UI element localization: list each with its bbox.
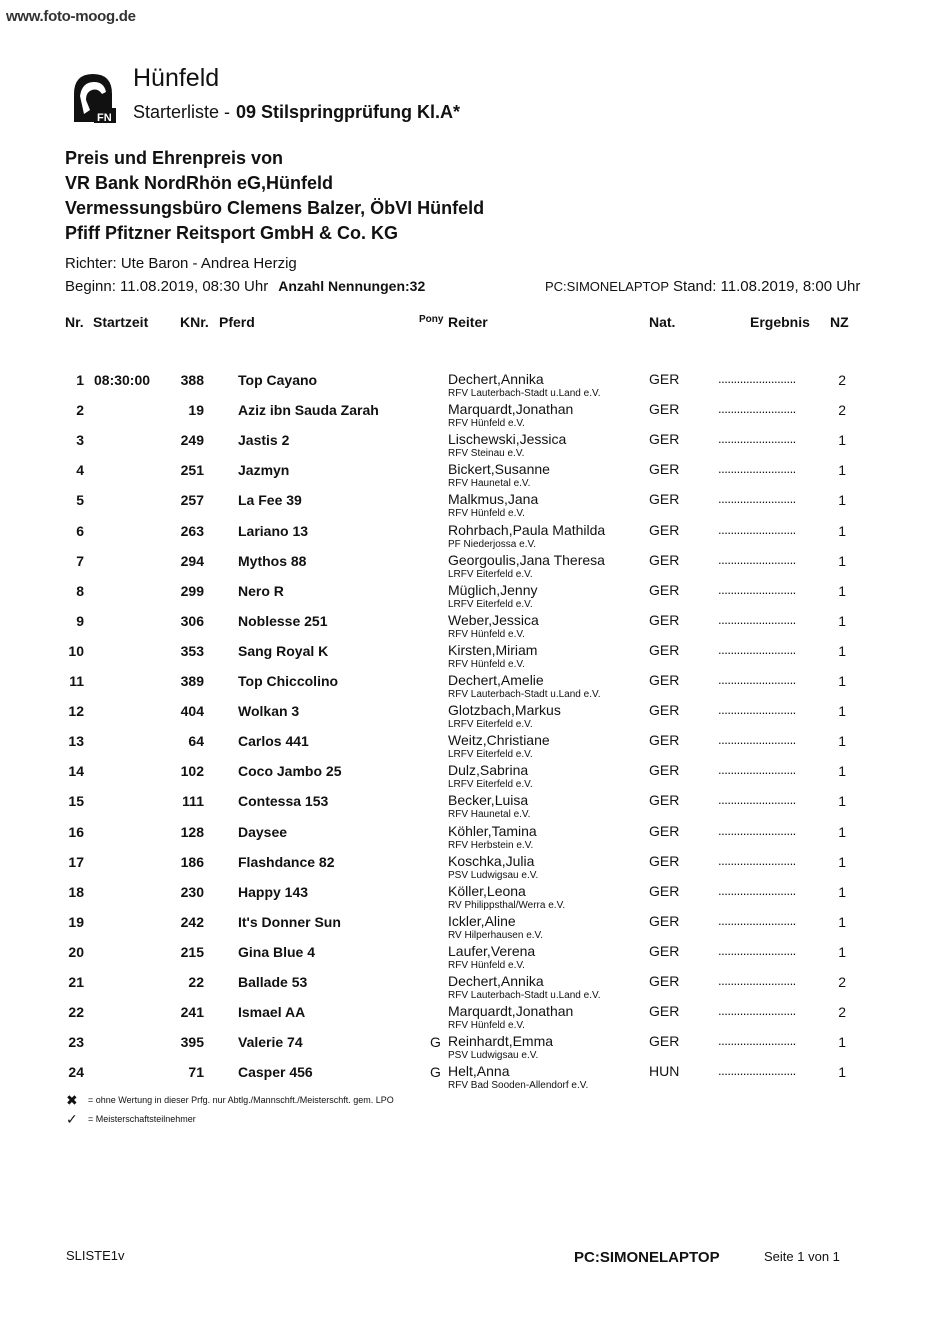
row-horse: Daysee bbox=[238, 823, 288, 840]
row-horse: Top Cayano bbox=[238, 372, 318, 388]
row-nr: 12 bbox=[68, 703, 84, 720]
row-nz: 1 bbox=[838, 913, 846, 930]
row-nr: 16 bbox=[68, 823, 84, 840]
table-row bbox=[0, 672, 950, 702]
row-rider: Kirsten,Miriam bbox=[448, 641, 538, 658]
row-nz: 2 bbox=[838, 402, 846, 419]
legend-text: = Meisterschaftsteilnehmer bbox=[88, 1113, 196, 1124]
table-row bbox=[0, 973, 950, 1003]
row-rider: Glotzbach,Markus bbox=[448, 702, 561, 719]
row-nat: GER bbox=[649, 581, 680, 598]
table-row bbox=[0, 732, 950, 762]
legend-item bbox=[66, 1092, 394, 1109]
table-row bbox=[0, 642, 950, 672]
row-nr: 1 bbox=[76, 372, 84, 388]
row-nr: 13 bbox=[68, 733, 84, 750]
row-result-field: ......................... bbox=[718, 792, 796, 808]
row-nz: 1 bbox=[838, 462, 846, 479]
row-result-field: ......................... bbox=[718, 822, 796, 838]
row-nr: 24 bbox=[68, 1064, 84, 1081]
row-nat: GER bbox=[649, 461, 680, 478]
row-nr: 2 bbox=[76, 402, 84, 419]
row-nz: 1 bbox=[838, 703, 846, 720]
table-row bbox=[0, 612, 950, 642]
table-row bbox=[0, 823, 950, 853]
competition-subtitle bbox=[133, 102, 460, 123]
row-nat: GER bbox=[649, 912, 680, 929]
row-nr: 14 bbox=[68, 763, 84, 780]
stand-line bbox=[545, 278, 860, 295]
row-horse: Mythos 88 bbox=[238, 552, 307, 569]
stand-date: Stand: 11.08.2019, 8:00 Uhr bbox=[673, 278, 861, 295]
table-row bbox=[0, 491, 950, 521]
row-nz: 1 bbox=[838, 883, 846, 900]
row-club: RFV Lauterbach-Stadt u.Land e.V. bbox=[448, 990, 601, 1001]
footer-page: Seite 1 von 1 bbox=[764, 1249, 840, 1264]
row-knr: 389 bbox=[180, 673, 204, 689]
row-nat: GER bbox=[649, 852, 680, 869]
row-result-field: ......................... bbox=[718, 461, 796, 477]
row-nat: GER bbox=[649, 641, 680, 658]
row-result-field: ......................... bbox=[718, 491, 796, 507]
col-nz: NZ bbox=[830, 314, 849, 330]
row-nr: 10 bbox=[68, 642, 84, 659]
row-nr: 3 bbox=[76, 432, 84, 449]
row-club: RFV Steinau e.V. bbox=[448, 448, 525, 460]
row-knr: 215 bbox=[180, 943, 204, 960]
row-club: RFV Herbstein e.V. bbox=[448, 839, 534, 851]
row-club: LRFV Eiterfeld e.V. bbox=[448, 598, 533, 610]
row-club: RFV Haunetal e.V. bbox=[448, 478, 531, 490]
row-result-field: ......................... bbox=[718, 1063, 796, 1079]
row-club: PSV Ludwigsau e.V. bbox=[448, 869, 539, 881]
row-horse: Valerie 74 bbox=[238, 1034, 303, 1051]
row-club: PSV Ludwigsau e.V. bbox=[448, 1050, 539, 1062]
table-row bbox=[0, 1063, 950, 1093]
row-nz: 2 bbox=[838, 1004, 846, 1021]
row-nat: GER bbox=[649, 1033, 680, 1050]
row-knr: 64 bbox=[188, 733, 204, 750]
row-rider: Koschka,Julia bbox=[448, 852, 535, 869]
row-knr: 388 bbox=[180, 372, 204, 388]
col-startzeit: Startzeit bbox=[93, 314, 149, 330]
row-horse: Top Chiccolino bbox=[238, 673, 339, 689]
row-result-field: ......................... bbox=[718, 551, 796, 567]
row-nz: 1 bbox=[838, 642, 846, 659]
list-label: Starterliste - bbox=[133, 102, 231, 122]
row-knr: 19 bbox=[188, 402, 204, 419]
row-nz: 1 bbox=[838, 432, 846, 449]
sponsor-line: Pfiff Pfitzner Reitsport GmbH & Co. KG bbox=[65, 223, 398, 243]
row-horse: Happy 143 bbox=[238, 883, 309, 900]
sponsors-block bbox=[65, 146, 484, 246]
row-club: RFV Hünfeld e.V. bbox=[448, 1020, 525, 1032]
row-horse: Contessa 153 bbox=[238, 793, 329, 810]
row-horse: Carlos 441 bbox=[238, 733, 309, 750]
competition-name: 09 Stilspringprüfung Kl.A* bbox=[236, 102, 461, 122]
row-horse: Jazmyn bbox=[238, 462, 290, 479]
row-nz: 1 bbox=[838, 793, 846, 810]
row-result-field: ......................... bbox=[718, 973, 796, 988]
row-knr: 353 bbox=[180, 642, 204, 659]
col-knr: KNr. bbox=[180, 314, 209, 330]
row-result-field: ......................... bbox=[718, 762, 796, 778]
row-nr: 5 bbox=[76, 492, 84, 509]
row-result-field: ......................... bbox=[718, 641, 796, 657]
col-nat: Nat. bbox=[649, 314, 676, 330]
row-nat: GER bbox=[649, 732, 680, 749]
row-rider: Rohrbach,Paula Mathilda bbox=[448, 521, 606, 538]
row-horse: Lariano 13 bbox=[238, 522, 309, 539]
row-knr: 299 bbox=[180, 582, 204, 599]
table-row bbox=[0, 792, 950, 822]
row-nat: GER bbox=[649, 371, 680, 387]
row-nr: 23 bbox=[68, 1034, 84, 1051]
table-row bbox=[0, 401, 950, 431]
row-result-field: ......................... bbox=[718, 431, 796, 447]
row-horse: Nero R bbox=[238, 582, 284, 599]
row-club: RFV Bad Sooden-Allendorf e.V. bbox=[448, 1080, 589, 1092]
row-nz: 1 bbox=[838, 522, 846, 539]
row-club: RFV Hünfeld e.V. bbox=[448, 418, 525, 430]
row-nr: 4 bbox=[76, 462, 84, 479]
row-club: RFV Lauterbach-Stadt u.Land e.V. bbox=[448, 388, 601, 399]
row-rider: Malkmus,Jana bbox=[448, 491, 539, 508]
row-pony: G bbox=[430, 1034, 441, 1051]
row-club: LRFV Eiterfeld e.V. bbox=[448, 568, 533, 580]
table-row bbox=[0, 883, 950, 913]
row-nz: 1 bbox=[838, 612, 846, 629]
row-rider: Marquardt,Jonathan bbox=[448, 401, 574, 418]
table-row bbox=[0, 913, 950, 943]
row-rider: Ickler,Aline bbox=[448, 912, 516, 929]
row-horse: Casper 456 bbox=[238, 1064, 313, 1081]
row-rider: Köller,Leona bbox=[448, 882, 526, 899]
row-nat: GER bbox=[649, 792, 680, 809]
col-ergebnis: Ergebnis bbox=[750, 314, 810, 330]
cross-icon: ✖ bbox=[66, 1092, 78, 1108]
row-knr: 251 bbox=[180, 462, 204, 479]
row-knr: 71 bbox=[188, 1064, 204, 1081]
row-knr: 128 bbox=[180, 823, 204, 840]
row-pony: G bbox=[430, 1064, 441, 1081]
row-nz: 1 bbox=[838, 943, 846, 960]
row-nz: 1 bbox=[838, 853, 846, 870]
row-nat: GER bbox=[649, 762, 680, 779]
row-nat: GER bbox=[649, 882, 680, 899]
row-nr: 7 bbox=[76, 552, 84, 569]
table-row bbox=[0, 552, 950, 582]
fn-logo-icon bbox=[68, 70, 118, 124]
row-nat: GER bbox=[649, 401, 680, 418]
row-club: RFV Hünfeld e.V. bbox=[448, 628, 525, 640]
table-row bbox=[0, 762, 950, 792]
row-result-field: ......................... bbox=[718, 581, 796, 597]
row-rider: Reinhardt,Emma bbox=[448, 1033, 554, 1050]
row-nr: 21 bbox=[68, 974, 84, 990]
row-result-field: ......................... bbox=[718, 611, 796, 627]
row-club: RV Hilperhausen e.V. bbox=[448, 929, 544, 941]
row-rider: Weitz,Christiane bbox=[448, 732, 550, 749]
row-nz: 1 bbox=[838, 1064, 846, 1081]
judges-line: Richter: Ute Baron - Andrea Herzig bbox=[65, 255, 297, 272]
row-result-field: ......................... bbox=[718, 942, 796, 958]
row-club: RFV Haunetal e.V. bbox=[448, 809, 531, 821]
row-nr: 11 bbox=[69, 673, 84, 689]
row-nat: GER bbox=[649, 521, 680, 538]
row-rider: Lischewski,Jessica bbox=[448, 431, 567, 448]
row-nr: 17 bbox=[68, 853, 84, 870]
row-club: LRFV Eiterfeld e.V. bbox=[448, 749, 533, 761]
row-horse: Ballade 53 bbox=[238, 974, 308, 990]
row-horse: Sang Royal K bbox=[238, 642, 329, 659]
row-result-field: ......................... bbox=[718, 371, 796, 386]
row-horse: It's Donner Sun bbox=[238, 913, 341, 930]
row-knr: 257 bbox=[180, 492, 204, 509]
row-nat: GER bbox=[649, 973, 680, 989]
row-result-field: ......................... bbox=[718, 1003, 796, 1019]
row-knr: 241 bbox=[180, 1004, 204, 1021]
row-horse: Jastis 2 bbox=[238, 432, 290, 449]
row-rider: Müglich,Jenny bbox=[448, 581, 538, 598]
row-knr: 294 bbox=[180, 552, 204, 569]
row-knr: 395 bbox=[180, 1034, 204, 1051]
footer-code: SLISTE1v bbox=[66, 1248, 125, 1263]
row-knr: 263 bbox=[180, 522, 204, 539]
row-knr: 186 bbox=[180, 853, 204, 870]
row-club: RV Philippsthal/Werra e.V. bbox=[448, 899, 566, 911]
row-rider: Helt,Anna bbox=[448, 1063, 510, 1080]
table-row bbox=[0, 522, 950, 552]
col-pony: Pony bbox=[419, 314, 444, 325]
row-nz: 1 bbox=[838, 492, 846, 509]
row-nat: GER bbox=[649, 491, 680, 508]
row-nat: GER bbox=[649, 822, 680, 839]
row-knr: 249 bbox=[180, 432, 204, 449]
row-nat: GER bbox=[649, 702, 680, 719]
row-nr: 9 bbox=[76, 612, 84, 629]
row-result-field: ......................... bbox=[718, 732, 796, 748]
row-club: LRFV Eiterfeld e.V. bbox=[448, 719, 533, 731]
row-horse: Wolkan 3 bbox=[238, 703, 300, 720]
row-knr: 22 bbox=[188, 974, 204, 990]
col-reiter: Reiter bbox=[448, 314, 488, 330]
row-nz: 1 bbox=[838, 823, 846, 840]
row-nz: 1 bbox=[838, 763, 846, 780]
row-result-field: ......................... bbox=[718, 672, 796, 687]
table-row bbox=[0, 431, 950, 461]
row-club: LRFV Eiterfeld e.V. bbox=[448, 779, 533, 791]
row-nz: 1 bbox=[838, 582, 846, 599]
row-nr: 22 bbox=[68, 1004, 84, 1021]
row-club: RFV Hünfeld e.V. bbox=[448, 959, 525, 971]
row-knr: 306 bbox=[180, 612, 204, 629]
row-horse: Flashdance 82 bbox=[238, 853, 335, 870]
row-horse: Aziz ibn Sauda Zarah bbox=[238, 402, 379, 419]
row-club: PF Niederjossa e.V. bbox=[448, 538, 537, 550]
legend-item bbox=[66, 1111, 196, 1128]
row-result-field: ......................... bbox=[718, 521, 796, 537]
row-horse: Noblesse 251 bbox=[238, 612, 328, 629]
row-horse: La Fee 39 bbox=[238, 492, 302, 509]
row-nz: 1 bbox=[838, 1034, 846, 1051]
row-horse: Coco Jambo 25 bbox=[238, 763, 342, 780]
sponsor-line: Preis und Ehrenpreis von bbox=[65, 148, 284, 168]
row-rider: Dechert,Annika bbox=[448, 973, 544, 989]
row-club: RFV Lauterbach-Stadt u.Land e.V. bbox=[448, 689, 601, 700]
row-nat: HUN bbox=[649, 1063, 680, 1080]
row-nat: GER bbox=[649, 431, 680, 448]
row-rider: Weber,Jessica bbox=[448, 611, 539, 628]
row-rider: Köhler,Tamina bbox=[448, 822, 537, 839]
row-knr: 102 bbox=[180, 763, 204, 780]
row-nz: 1 bbox=[838, 733, 846, 750]
table-row bbox=[0, 461, 950, 491]
watermark: www.foto-moog.de bbox=[6, 8, 136, 25]
stand-pc: PC:SIMONELAPTOP bbox=[545, 279, 670, 294]
row-rider: Dulz,Sabrina bbox=[448, 762, 529, 779]
row-knr: 404 bbox=[180, 703, 204, 720]
row-club: RFV Hünfeld e.V. bbox=[448, 508, 525, 520]
row-nz: 2 bbox=[838, 974, 846, 990]
row-nat: GER bbox=[649, 611, 680, 628]
row-nat: GER bbox=[649, 942, 680, 959]
row-rider: Georgoulis,Jana Theresa bbox=[448, 551, 605, 568]
row-result-field: ......................... bbox=[718, 401, 796, 417]
begin-time: Beginn: 11.08.2019, 08:30 Uhr bbox=[65, 278, 269, 295]
row-rider: Becker,Luisa bbox=[448, 792, 529, 809]
row-horse: Gina Blue 4 bbox=[238, 943, 316, 960]
table-row bbox=[0, 1003, 950, 1033]
row-nat: GER bbox=[649, 551, 680, 568]
row-nz: 1 bbox=[838, 673, 846, 689]
row-nz: 1 bbox=[838, 552, 846, 569]
row-result-field: ......................... bbox=[718, 702, 796, 718]
row-startzeit: 08:30:00 bbox=[94, 372, 151, 388]
row-rider: Bickert,Susanne bbox=[448, 461, 550, 478]
col-pferd: Pferd bbox=[219, 314, 255, 330]
entries-count: Anzahl Nennungen:32 bbox=[278, 278, 426, 294]
row-nr: 8 bbox=[76, 582, 84, 599]
row-nr: 6 bbox=[76, 522, 84, 539]
table-row bbox=[0, 371, 950, 401]
footer-pc: PC:SIMONELAPTOP bbox=[574, 1249, 720, 1266]
table-row bbox=[0, 943, 950, 973]
row-nat: GER bbox=[649, 1003, 680, 1020]
table-row bbox=[0, 1033, 950, 1063]
row-nr: 19 bbox=[68, 913, 84, 930]
row-nr: 18 bbox=[68, 883, 84, 900]
table-row bbox=[0, 853, 950, 883]
sponsor-line: Vermessungsbüro Clemens Balzer, ÖbVI Hünfeld bbox=[65, 198, 485, 218]
row-knr: 242 bbox=[180, 913, 204, 930]
begin-line bbox=[65, 278, 425, 295]
row-rider: Marquardt,Jonathan bbox=[448, 1003, 574, 1020]
row-nr: 15 bbox=[68, 793, 84, 810]
row-rider: Dechert,Annika bbox=[448, 371, 544, 387]
row-club: RFV Hünfeld e.V. bbox=[448, 658, 525, 670]
venue-title: Hünfeld bbox=[133, 64, 220, 92]
svg-text:FN: FN bbox=[97, 112, 112, 124]
row-rider: Dechert,Amelie bbox=[448, 672, 544, 688]
col-nr: Nr. bbox=[65, 314, 84, 330]
legend-text: = ohne Wertung in dieser Prfg. nur Abtlg./Mannschft./Meisterschft. gem. LPO bbox=[88, 1094, 394, 1105]
row-nr: 20 bbox=[68, 943, 84, 960]
row-result-field: ......................... bbox=[718, 912, 796, 928]
check-icon: ✓ bbox=[66, 1111, 78, 1127]
row-nat: GER bbox=[649, 672, 680, 688]
row-result-field: ......................... bbox=[718, 1033, 796, 1049]
row-nz: 2 bbox=[838, 372, 846, 388]
row-knr: 111 bbox=[182, 793, 204, 810]
row-result-field: ......................... bbox=[718, 852, 796, 868]
row-horse: Ismael AA bbox=[238, 1004, 306, 1021]
table-row bbox=[0, 702, 950, 732]
row-rider: Laufer,Verena bbox=[448, 942, 536, 959]
row-knr: 230 bbox=[180, 883, 204, 900]
sponsor-line: VR Bank NordRhön eG,Hünfeld bbox=[65, 173, 334, 193]
table-row bbox=[0, 582, 950, 612]
row-result-field: ......................... bbox=[718, 882, 796, 898]
